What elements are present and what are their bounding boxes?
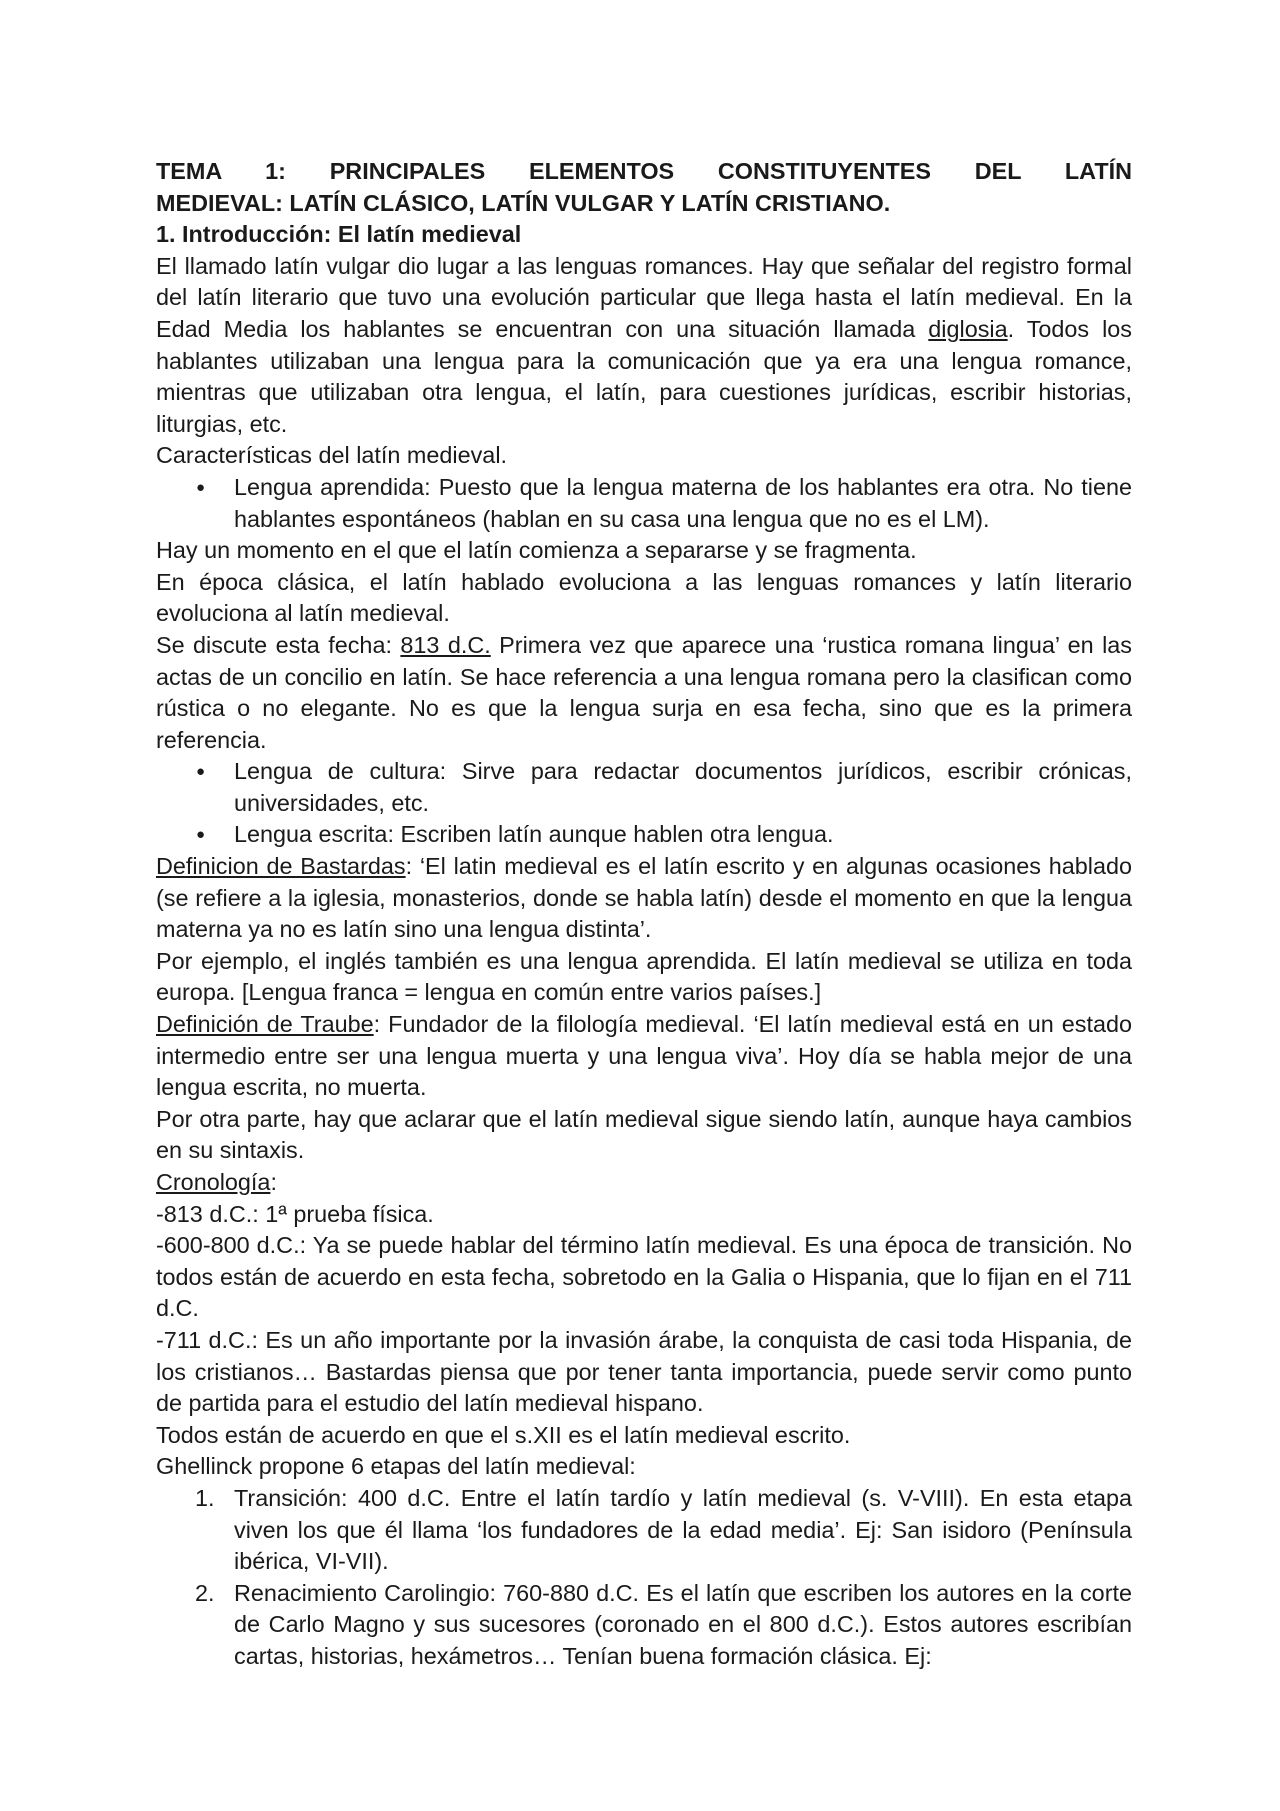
paragraph-traube <box>156 1009 1132 1104</box>
title-line-1: TEMA 1: PRINCIPALES ELEMENTOS CONSTITUYENTES DEL LATÍN <box>156 158 1132 184</box>
etapa-text: Renacimiento Carolingio: 760-880 d.C. Es el latín que escriben los autores en la corte de Carlo Magno y sus sucesores (coronado en el 800 d.C.). Estos autores escribían cartas, historias, hexámetros… Tenían buena formación clásica. Ej: <box>234 1579 1132 1669</box>
crono-813: -813 d.C.: 1ª prueba física. <box>156 1200 434 1227</box>
cronologia-colon: : <box>270 1169 277 1195</box>
etapa-text: Transición: 400 d.C. Entre el latín tardío y latín medieval (s. V-VIII). En esta etapa viven los que él llama ‘los fundadores de la edad media’. Ej: San isidoro (Península ibérica, VI-VII). <box>234 1484 1132 1575</box>
paragraph-sxii: Todos están de acuerdo en que el s.XII es el latín medieval escrito. <box>156 1421 851 1448</box>
bullet-list-1 <box>156 472 1132 535</box>
etapa-number: 1. <box>195 1484 215 1511</box>
fecha-text-b: Primera vez que aparece una ‘rustica romana lingua’ en las actas de un concilio en latín. Se hace referencia a una lengua romana pero la clasifican como rústica o no elegante. No es que la lengua surja en esa fecha, sino que es la primera referencia. <box>156 631 1132 753</box>
document-page <box>156 156 1132 1673</box>
intro-paragraph <box>156 251 1132 441</box>
etapas-list <box>156 1483 1132 1673</box>
etapa-number: 2. <box>195 1579 215 1606</box>
title-line-2: MEDIEVAL: LATÍN CLÁSICO, LATÍN VULGAR Y LATÍN CRISTIANO. <box>156 189 891 216</box>
traube-text: : Fundador de la filología medieval. ‘El latín medieval está en un estado intermedio entre ser una lengua muerta y una lengua viva’. Hoy día se habla mejor de una lengua escrita, no muerta. <box>156 1011 1132 1101</box>
paragraph-epoca-clasica: En época clásica, el latín hablado evoluciona a las lenguas romances y latín literario evoluciona al latín medieval. <box>156 568 1132 627</box>
term-cronologia: Cronología <box>156 1169 271 1195</box>
term-diglosia: diglosia <box>928 315 1008 342</box>
bullet-lengua-escrita: ● Lengua escrita: Escriben latín aunque hablen otra lengua. <box>234 819 1132 851</box>
term-bastardas: Definicion de Bastardas <box>156 853 406 880</box>
section-heading: 1. Introducción: El latín medieval <box>156 221 522 248</box>
crono-600-800: -600-800 d.C.: Ya se puede hablar del término latín medieval. Es una época de transición. No todos están de acuerdo en esta fecha, sobretodo en la Galia o Hispania, que lo fijan en el 711 d.C. <box>156 1232 1132 1322</box>
document-title <box>156 156 1132 219</box>
intro-text-a: El llamado latín vulgar dio lugar a las lenguas romances. Hay que señalar del registro formal del latín literario que tuvo una evolución particular que llega hasta el latín medieval. En la Edad Media los hablantes se encuentran con una situación llamada <box>156 252 1132 342</box>
paragraph-bastardas <box>156 851 1132 946</box>
caracteristicas-label: Características del latín medieval. <box>156 442 508 469</box>
paragraph-ghellinck: Ghellinck propone 6 etapas del latín medieval: <box>156 1453 636 1480</box>
etapa-item <box>195 1483 1132 1578</box>
fecha-text-a: Se discute esta fecha: <box>156 631 401 658</box>
etapa-item <box>195 1578 1132 1673</box>
term-traube: Definición de Traube <box>156 1011 374 1038</box>
bullet-lengua-aprendida: ● Lengua aprendida: Puesto que la lengua materna de los hablantes era otra. No tiene hablantes espontáneos (hablan en su casa una lengua que no es el LM). <box>234 472 1132 535</box>
crono-711: -711 d.C.: Es un año importante por la invasión árabe, la conquista de casi toda Hispania, de los cristianos… Bastardas piensa que por tener tanta importancia, puede servir como punto de partida para el estudio del latín medieval hispano. <box>156 1326 1132 1417</box>
paragraph-ingles: Por ejemplo, el inglés también es una lengua aprendida. El latín medieval se utiliza en toda europa. [Lengua franca = lengua en común entre varios países.] <box>156 947 1132 1006</box>
bastardas-text: : ‘El latin medieval es el latín escrito y en algunas ocasiones hablado (se refiere a la iglesia, monasterios, donde se habla latín) desde el momento en que la lengua materna ya no es latín sino una lengua distinta’. <box>156 853 1132 943</box>
paragraph-fragmenta: Hay un momento en el que el latín comienza a separarse y se fragmenta. <box>156 537 917 564</box>
cronologia-heading <box>156 1167 1132 1199</box>
intro-text-b: . Todos los hablantes utilizaban una lengua para la comunicación que ya era una lengua romance, mientras que utilizaban otra lengua, el latín, para cuestiones jurídicas, escribir historias, liturgias, etc. <box>156 315 1132 437</box>
bullet-lengua-cultura: ● Lengua de cultura: Sirve para redactar documentos jurídicos, escribir crónicas, universidades, etc. <box>234 756 1132 819</box>
bullet-list-2 <box>156 756 1132 851</box>
paragraph-fecha <box>156 630 1132 756</box>
date-813: 813 d.C. <box>400 631 491 658</box>
paragraph-otra-parte: Por otra parte, hay que aclarar que el latín medieval sigue siendo latín, aunque haya cambios en su sintaxis. <box>156 1105 1132 1164</box>
